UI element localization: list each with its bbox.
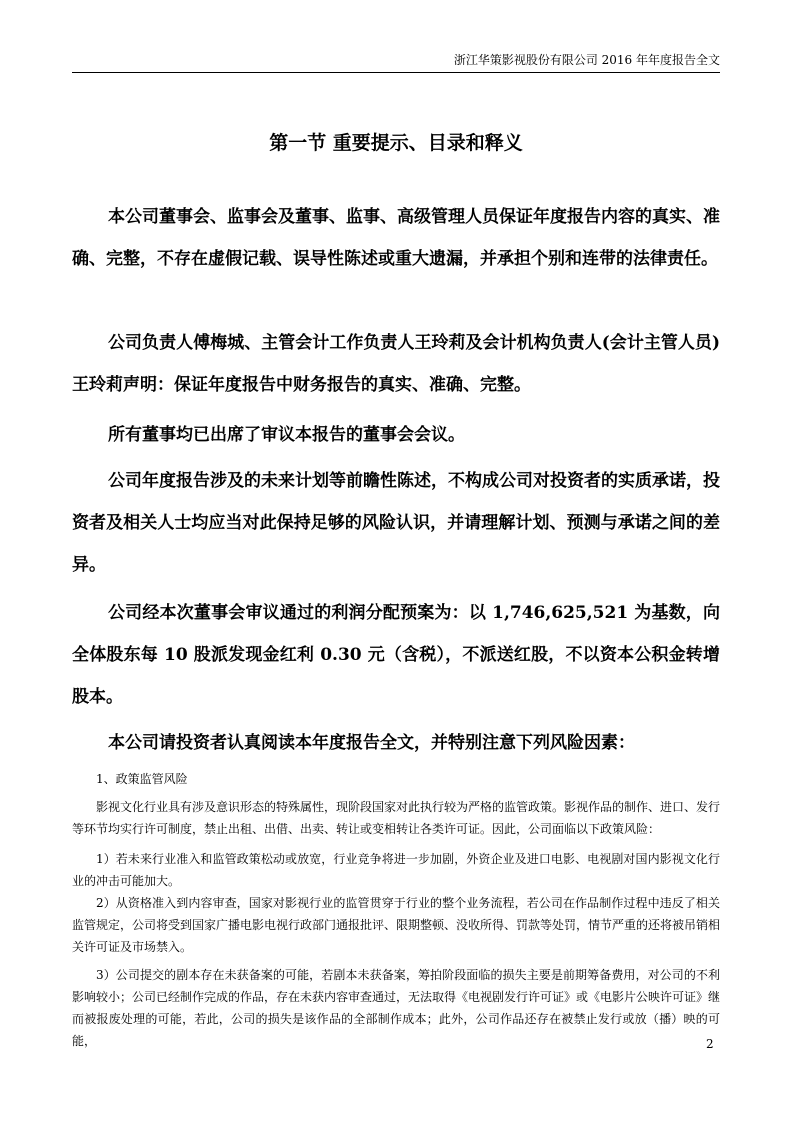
statement-directors-attendance: 所有董事均已出席了审议本报告的董事会会议。 xyxy=(108,425,465,445)
statement-risk-notice: 本公司请投资者认真阅读本年度报告全文，并特别注意下列风险因素： xyxy=(108,733,635,753)
page-header xyxy=(72,48,720,73)
risk-intro: 影视文化行业具有涉及意识形态的特殊属性，现阶段国家对此执行较为严格的监管政策。影视作品的制作、进口、发行等环节均实行许可制度，禁止出租、出借、出卖、转让或变相转让各类许可证。因此，公司面临以下政策风险： xyxy=(72,800,721,836)
risk-item-1: 1）若未来行业准入和监管政策松动或放宽，行业竞争将进一步加剧，外资企业及进口电影、电视剧对国内影视文化行业的冲击可能加大。 xyxy=(72,852,720,888)
risk-item-3: 3）公司提交的剧本存在未获备案的可能，若剧本未获备案，筹拍阶段面临的损失主要是前期筹备费用，对公司的不利影响较小；公司已经制作完成的作品，存在未获内容审查通过，无法取得《电视剧发行许可证》或《电影片公映许可证》继而被报废处理的可能，若此，公司的损失是该作品的全部制作成本；此外，公司作品还存在被禁止发行或放（播）映的可能， xyxy=(72,968,721,1048)
statement-forward-looking: 公司年度报告涉及的未来计划等前瞻性陈述，不构成公司对投资者的实质承诺，投资者及相关人士均应当对此保持足够的风险认识，并请理解计划、预测与承诺之间的差异。 xyxy=(72,471,720,575)
statement-profit-distribution: 公司经本次董事会审议通过的利润分配预案为：以 1,746,625,521 为基数，向全体股东每 10 股派发现金红利 0.30 元（含税），不派送红股，不以资本公积金转增股本。 xyxy=(72,603,720,707)
page-number: 2 xyxy=(706,1037,714,1051)
statement-board-guarantee: 本公司董事会、监事会及董事、监事、高级管理人员保证年度报告内容的真实、准确、完整，不存在虚假记载、误导性陈述或重大遗漏，并承担个别和连带的法律责任。 xyxy=(72,207,720,269)
risk-item-2: 2）从资格准入到内容审查，国家对影视行业的监管贯穿于行业的整个业务流程，若公司在作品制作过程中违反了相关监管规定，公司将受到国家广播电影电视行政部门通报批评、限期整顿、没收所得、罚款等处罚，情节严重的还将被吊销相关许可证及市场禁入。 xyxy=(72,896,721,954)
statement-financial-responsibility: 公司负责人傅梅城、主管会计工作负责人王玲莉及会计机构负责人(会计主管人员)王玲莉声明：保证年度报告中财务报告的真实、准确、完整。 xyxy=(72,333,720,395)
section-title: 第一节 重要提示、目录和释义 xyxy=(269,132,523,154)
header-text: 浙江华策影视股份有限公司 2016 年年度报告全文 xyxy=(453,53,720,67)
risk-heading: 1、政策监管风险 xyxy=(96,772,188,786)
